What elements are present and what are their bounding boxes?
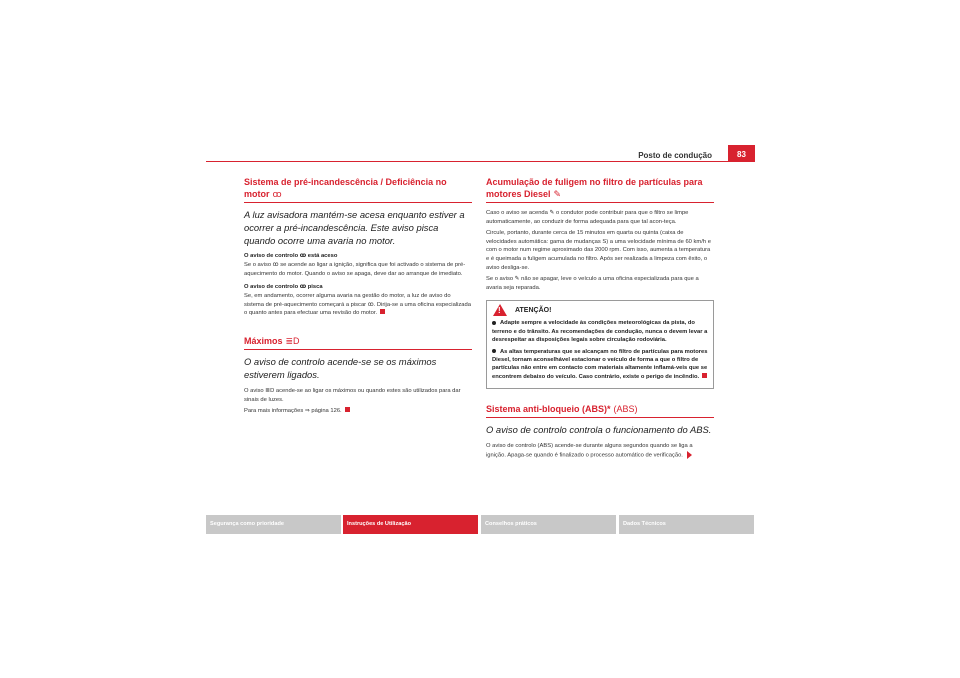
end-of-section-mark bbox=[380, 309, 385, 314]
glow-plug-icon: ꝏ bbox=[272, 189, 282, 199]
warning-item: Adapte sempre a velocidade às condições meteorológicas da pista, do terreno e do trânsito. As recomendações de condução, nunca o devem levar a desrespeitar as disposições legais sobre circulação rodoviária. bbox=[492, 320, 708, 344]
abs-lead: O aviso de controlo controla o funcionamento do ABS. bbox=[486, 424, 712, 436]
section-title-high-beam: Máximos ≣D bbox=[244, 335, 472, 350]
footer-tab-technical-data[interactable]: Dados Técnicos bbox=[619, 515, 754, 534]
high-beam-icon: ≣D bbox=[285, 335, 300, 346]
abs-icon: (ABS) bbox=[613, 404, 638, 415]
warning-item: As altas temperaturas que se alcançam no filtro de partículas para motores Diesel, tornam aconselhável estacionar o veículo de forma a que o filtro de partículas não entre em contacto com materiais altamente inflamá-veis que se encontrem debaixo do veículo. Caso contrário, existe o perigo de incêndio. bbox=[492, 348, 708, 380]
bullet-icon bbox=[492, 349, 496, 353]
abs-paragraph: O aviso de controlo (ABS) acende-se durante alguns segundos quando se liga a ignição. Apaga-se quando é finalizado o processo automático de verificação. bbox=[486, 443, 693, 459]
warning-title: ATENÇÃO! bbox=[515, 306, 552, 314]
continue-arrow-icon bbox=[687, 451, 692, 459]
section-title-abs: Sistema anti-bloqueio (ABS)* (ABS) bbox=[486, 403, 714, 418]
footer-tab-instructions[interactable]: Instruções de Utilização bbox=[343, 515, 478, 534]
section-title-preheating: Sistema de pré-incandescência / Deficiência no motor ꝏ bbox=[244, 176, 472, 203]
preheating-lead: A luz avisadora mantém-se acesa enquanto estiver a ocorrer a pré-incandescência. Este aviso pisca quando ocorre uma avaria no motor. bbox=[244, 209, 465, 246]
section-title-diesel-filter: Acumulação de fuligem no filtro de partículas para motores Diesel ✎ bbox=[486, 176, 714, 203]
footer-tab-safety[interactable]: Segurança como prioridade bbox=[206, 515, 341, 534]
preheating-paragraph-flashing: Se, em andamento, ocorrer alguma avaria na gestão do motor, a luz de aviso do sistema de pré-aquecimento começará a piscar ꝏ. Dirija-se a uma oficina especializada o quanto antes para efectuar uma revisão do motor. bbox=[244, 293, 471, 317]
page-number-badge: 83 bbox=[728, 145, 755, 162]
footer-tab-tips[interactable]: Conselhos práticos bbox=[481, 515, 616, 534]
header-rule bbox=[206, 161, 728, 162]
high-beam-reference: Para mais informações ⇒ página 126. bbox=[244, 407, 472, 416]
warning-triangle-icon bbox=[493, 304, 507, 316]
end-of-section-mark bbox=[702, 373, 707, 378]
preheating-subhead-flashing: O aviso de controlo ꝏ pisca bbox=[244, 284, 323, 291]
diesel-filter-paragraph-1: Caso o aviso se acenda ✎ o condutor pode contribuir para que o filtro se limpe automaticamente, ao conduzir de forma adequada para que tal acon-teça. bbox=[486, 210, 689, 225]
running-header-title: Posto de condução bbox=[638, 151, 712, 160]
bullet-icon bbox=[492, 321, 496, 325]
end-of-section-mark bbox=[345, 407, 350, 412]
high-beam-paragraph: O aviso ≣D acende-se ao ligar os máximos ou quando estes são utilizados para dar sinais de luzes. bbox=[244, 387, 461, 403]
high-beam-lead: O aviso de controlo acende-se se os máximos estiverem ligados. bbox=[244, 355, 437, 380]
preheating-paragraph-lit: Se o aviso ꝏ se acende ao ligar a ignição, significa que foi activado o sistema de pré-aquecimento do motor. Quando o aviso se apaga, deve dar ao arranque de imediato. bbox=[244, 262, 466, 277]
particulate-filter-icon: ✎ bbox=[553, 189, 562, 199]
right-column bbox=[486, 176, 714, 463]
preheating-subhead-lit: O aviso de controlo ꝏ está aceso bbox=[244, 253, 338, 259]
left-column bbox=[244, 176, 472, 419]
warning-box bbox=[486, 300, 714, 389]
diesel-filter-paragraph-2: Circule, portanto, durante cerca de 15 minutos em quarta ou quinta (caixa de velocidades automática: gama de mudanças S) a uma velocidade mínima de 60 km/h e com o motor num regime aproximado das 2000 rpm. Com isso, aumenta a temperatura e é queimada a fuligem acumulada no filtro. Após ser realizada a limpeza com êxito, o aviso desliga-se. bbox=[486, 230, 711, 271]
diesel-filter-paragraph-3: Se o aviso ✎ não se apagar, leve o veículo a uma oficina especializada para que a avaria seja reparada. bbox=[486, 276, 699, 291]
